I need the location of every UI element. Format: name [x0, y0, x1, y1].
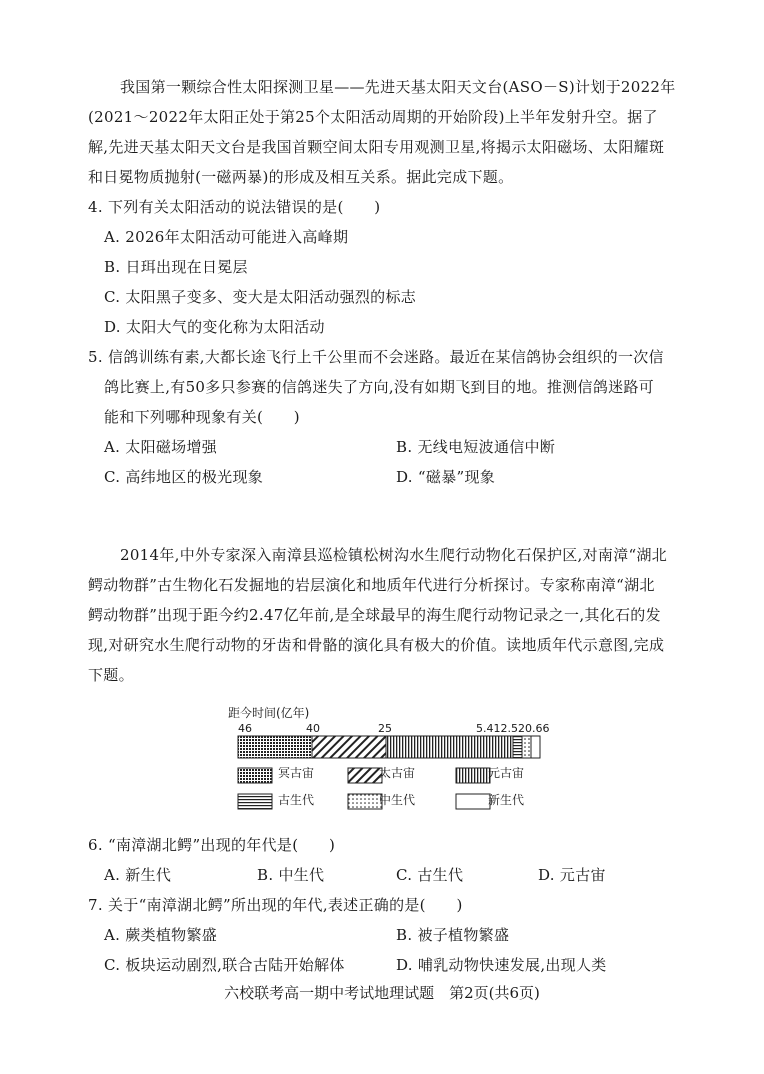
tick-label-40: 40 — [306, 722, 320, 735]
legend-swatch — [238, 794, 272, 809]
question-7-option-c: C. 板块运动剧烈,联合古陆开始解体 — [104, 956, 345, 974]
passage-1-line: 解,先进天基太阳天文台是我国首颗空间太阳专用观测卫星,将揭示太阳磁场、太阳耀斑 — [88, 138, 665, 156]
legend-label-cenozoic: 新生代 — [488, 793, 525, 807]
era-segment — [513, 736, 522, 758]
question-6-option-c: C. 古生代 — [396, 866, 464, 884]
era-segment — [312, 736, 386, 758]
era-segment — [238, 736, 312, 758]
era-segment — [386, 736, 513, 758]
legend-swatch — [456, 768, 490, 783]
question-7-option-d: D. 哺乳动物快速发展,出现人类 — [396, 956, 607, 974]
question-5-stem-line: 能和下列哪种现象有关( ) — [104, 408, 300, 426]
question-5-option-a: A. 太阳磁场增强 — [104, 438, 218, 456]
question-5-option-d: D. “磁暴”现象 — [396, 468, 496, 486]
question-4-stem: 4. 下列有关太阳活动的说法错误的是( ) — [88, 198, 381, 216]
passage-1-line: 和日冕物质抛射(一磁两暴)的形成及相互关系。据此完成下题。 — [88, 168, 514, 186]
question-7-stem: 7. 关于“南漳湖北鳄”所出现的年代,表述正确的是( ) — [88, 896, 463, 914]
tick-label-recent: 5.412.520.66 — [476, 722, 550, 735]
question-5-stem-line: 鸽比赛上,有50多只参赛的信鸽迷失了方向,没有如期飞到目的地。推测信鸽迷路可 — [104, 378, 655, 396]
era-segment — [522, 736, 531, 758]
passage-2-line: 2014年,中外专家深入南漳县巡检镇松树沟水生爬行动物化石保护区,对南漳“湖北 — [120, 546, 668, 564]
question-6-option-d: D. 元古宙 — [538, 866, 606, 884]
legend-swatch — [456, 794, 490, 809]
legend-swatch — [238, 768, 272, 783]
question-6-option-b: B. 中生代 — [257, 866, 325, 884]
passage-1-line: 我国第一颗综合性太阳探测卫星——先进天基太阳天文台(ASO－S)计划于2022年 — [120, 78, 676, 96]
question-4-option-c: C. 太阳黑子变多、变大是太阳活动强烈的标志 — [104, 288, 417, 306]
page-footer: 六校联考高一期中考试地理试题 第2页(共6页) — [224, 984, 540, 1002]
passage-2-line: 现,对研究水生爬行动物的牙齿和骨骼的演化具有极大的价值。读地质年代示意图,完成 — [88, 636, 665, 654]
question-7-option-b: B. 被子植物繁盛 — [396, 926, 510, 944]
question-5-option-b: B. 无线电短波通信中断 — [396, 438, 556, 456]
passage-2-line: 鳄动物群”古生物化石发掘地的岩层演化和地质年代进行分析探讨。专家称南漳“湖北 — [88, 576, 655, 594]
era-segment — [531, 736, 540, 758]
legend-swatch — [348, 768, 382, 783]
legend-label-paleozoic: 古生代 — [278, 793, 315, 807]
legend — [238, 768, 490, 809]
passage-2-line: 下题。 — [88, 666, 134, 684]
passage-1-line: (2021～2022年太阳正处于第25个太阳活动周期的开始阶段)上半年发射升空。据了 — [88, 108, 658, 126]
question-7-option-a: A. 蕨类植物繁盛 — [104, 926, 218, 944]
timeline-bar — [238, 736, 540, 758]
legend-swatch — [348, 794, 382, 809]
question-4-option-a: A. 2026年太阳活动可能进入高峰期 — [104, 228, 349, 246]
legend-label-mesozoic: 中生代 — [379, 793, 416, 807]
question-4-option-b: B. 日珥出现在日冕层 — [104, 258, 248, 276]
tick-label-25: 25 — [378, 722, 392, 735]
question-4-option-d: D. 太阳大气的变化称为太阳活动 — [104, 318, 325, 336]
legend-label-archean: 太古宙 — [379, 766, 416, 780]
question-6-option-a: A. 新生代 — [104, 866, 172, 884]
passage-2-line: 鳄动物群”出现于距今约2.47亿年前,是全球最早的海生爬行动物记录之一,其化石的发 — [88, 606, 661, 624]
geologic-time-diagram — [228, 706, 548, 812]
question-5-option-c: C. 高纬地区的极光现象 — [104, 468, 264, 486]
question-5-stem-line: 5. 信鸽训练有素,大都长途飞行上千公里而不会迷路。最近在某信鸽协会组织的一次信 — [88, 348, 664, 366]
diagram-title: 距今时间(亿年) — [228, 706, 310, 720]
question-6-stem: 6. “南漳湖北鳄”出现的年代是( ) — [88, 836, 336, 854]
legend-label-proterozoic: 元古宙 — [488, 766, 525, 780]
tick-label-46: 46 — [238, 722, 252, 735]
legend-label-hadean: 冥古宙 — [278, 766, 315, 780]
